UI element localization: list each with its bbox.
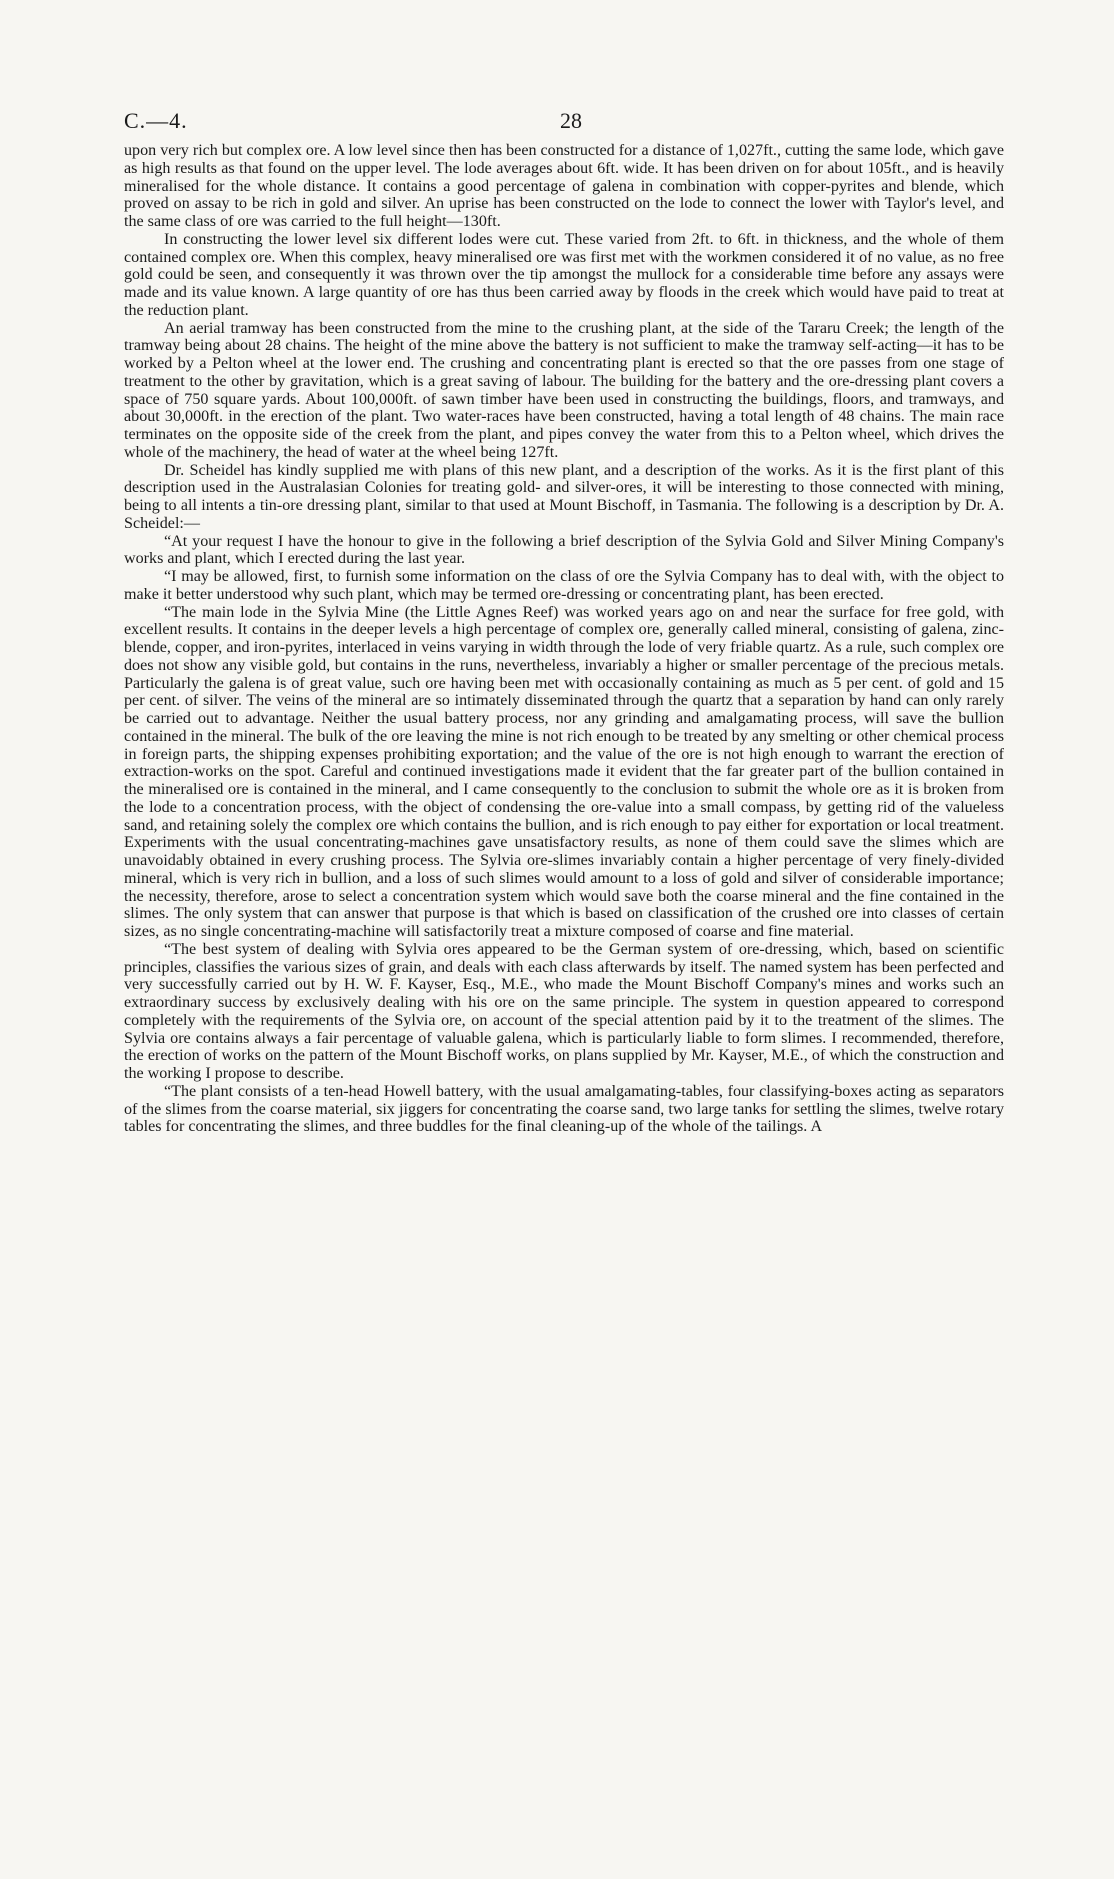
paragraph: “The main lode in the Sylvia Mine (the Little Agnes Reef) was worked years ago on and near the surface for free gold, with excellent results. It contains in the deeper levels a high percentage of complex ore, generally called mineral, consisting of galena, zinc-blende, copper, and iron-pyrites, interlaced in veins varying in width through the lode of very friable quartz. As a rule, such complex ore does not show any visible gold, but contains in the runs, nevertheless, invariably a higher or smaller percentage of the precious metals. Particularly the galena is of great value, such ore having been met with occasionally containing as much as 5 per cent. of gold and 15 per cent. of silver. The veins of the mineral are so intimately disseminated through the quartz that a separation by hand can only rarely be carried out to advantage. Neither the usual battery process, nor any grinding and amalgamating process, will save the bullion contained in the mineral. The bulk of the ore leaving the mine is not rich enough to be treated by any smelting or other chemical process in foreign parts, the shipping expenses prohibiting exportation; and the value of the ore is not high enough to warrant the erection of extraction-works on the spot. Careful and continued investigations made it evident that the far greater part of the bullion contained in the mineralised ore is contained in the mineral, and I came consequently to the conclusion to submit the whole ore as it is broken from the lode to a concentration process, with the object of condensing the ore-value into a small compass, by getting rid of the valueless sand, and retaining solely the complex ore which contains the bullion, and is rich enough to pay either for exportation or local treatment. Experiments with the usual concentrating-machines gave unsatisfactory results, as none of them could save the slimes which are unavoidably obtained in every crushing process. The Sylvia ore-slimes invariably contain a higher percentage of very finely-divided mineral, which is very rich in bullion, and a loss of such slimes would amount to a loss of gold and silver of considerable importance; the necessity, therefore, arose to select a concentration system which would save both the coarse mineral and the fine contained in the slimes. The only system that can answer that purpose is that which is based on classification of the crushed ore into classes of certain sizes, as no single concentrating-machine will satisfactorily treat a mixture composed of coarse and fine material. bbox=[124, 603, 1004, 940]
paragraph: “I may be allowed, first, to furnish some information on the class of ore the Sylvia Company has to deal with, with the object to make it better understood why such plant, which may be termed ore-dressing or concentrating plant, has been erected. bbox=[124, 568, 1004, 603]
paragraph: Dr. Scheidel has kindly supplied me with plans of this new plant, and a description of the works. As it is the first plant of this description used in the Australasian Colonies for treating gold- and silver-ores, it will be interesting to those connected with mining, being to all intents a tin-ore dressing plant, similar to that used at Mount Bischoff, in Tasmania. The following is a description by Dr. A. Scheidel:— bbox=[124, 461, 1004, 532]
document-page bbox=[124, 108, 1004, 1136]
document-reference: C.—4. bbox=[124, 108, 188, 133]
page-header bbox=[124, 108, 1004, 142]
paragraph: “The best system of dealing with Sylvia ores appeared to be the German system of ore-dressing, which, based on scientific principles, classifies the various sizes of grain, and deals with each class afterwards by itself. The named system has been perfected and very successfully carried out by H. W. F. Kayser, Esq., M.E., who made the Mount Bischoff Company's mines and works such an extraordinary success by exclusively dealing with his ore on the same principle. The system in question appeared to correspond completely with the requirements of the Sylvia ore, on account of the special attention paid by it to the treatment of the slimes. The Sylvia ore contains always a fair percentage of valuable galena, which is particularly liable to form slimes. I recommended, therefore, the erection of works on the pattern of the Mount Bischoff works, on plans supplied by Mr. Kayser, M.E., of which the construction and the working I propose to describe. bbox=[124, 940, 1004, 1082]
page-number: 28 bbox=[560, 108, 582, 133]
paragraph: An aerial tramway has been constructed from the mine to the crushing plant, at the side of the Tararu Creek; the length of the tramway being about 28 chains. The height of the mine above the battery is not sufficient to make the tramway self-acting—it has to be worked by a Pelton wheel at the lower end. The crushing and concentrating plant is erected so that the ore passes from one stage of treatment to the other by gravitation, which is a great saving of labour. The building for the battery and the ore-dressing plant covers a space of 750 square yards. About 100,000ft. of sawn timber have been used in constructing the buildings, floors, and tramways, and about 30,000ft. in the erection of the plant. Two water-races have been constructed, having a total length of 48 chains. The main race terminates on the opposite side of the creek from the plant, and pipes convey the water from this to a Pelton wheel, which drives the whole of the machinery, the head of water at the wheel being 127ft. bbox=[124, 319, 1004, 461]
paragraph: In constructing the lower level six different lodes were cut. These varied from 2ft. to 6ft. in thickness, and the whole of them contained complex ore. When this complex, heavy mineralised ore was first met with the workmen considered it of no value, as no free gold could be seen, and consequently it was thrown over the tip amongst the mullock for a considerable time before any assays were made and its value known. A large quantity of ore has thus been carried away by floods in the creek which would have paid to treat at the reduction plant. bbox=[124, 230, 1004, 319]
paragraph: “At your request I have the honour to give in the following a brief description of the Sylvia Gold and Silver Mining Company's works and plant, which I erected during the last year. bbox=[124, 532, 1004, 568]
paragraph: upon very rich but complex ore. A low level since then has been constructed for a distance of 1,027ft., cutting the same lode, which gave as high results as that found on the upper level. The lode averages about 6ft. wide. It has been driven on for about 105ft., and is heavily mineralised for the whole distance. It contains a good percentage of galena in combination with copper-pyrites and blende, which proved on assay to be rich in gold and silver. An uprise has been constructed on the lode to connect the lower with Taylor's level, and the same class of ore was carried to the full height—130ft. bbox=[124, 142, 1004, 230]
paragraph: “The plant consists of a ten-head Howell battery, with the usual amalgamating-tables, four classifying-boxes acting as separators of the slimes from the coarse material, six jiggers for concentrating the coarse sand, two large tanks for settling the slimes, twelve rotary tables for concentrating the slimes, and three buddles for the final cleaning-up of the whole of the tailings. A bbox=[124, 1082, 1004, 1136]
body-text bbox=[124, 142, 1004, 1136]
